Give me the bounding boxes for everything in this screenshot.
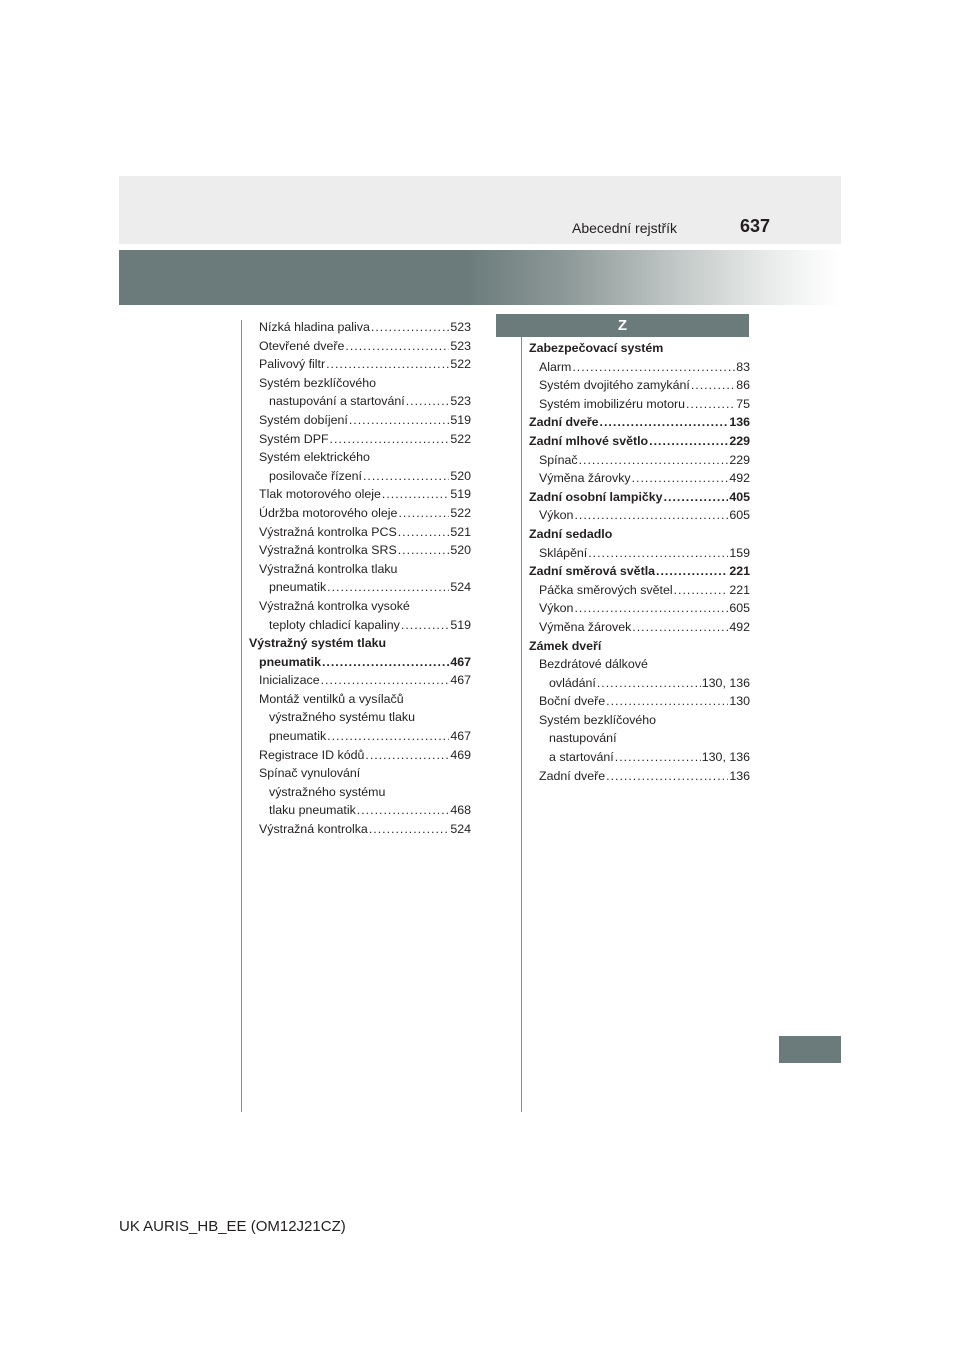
entry-term: Sklápění <box>539 545 588 560</box>
entry-page: 523 <box>450 394 471 409</box>
entry-term: pneumatik <box>259 654 321 669</box>
index-entry <box>249 801 471 820</box>
decorative-gradient-bar <box>119 250 841 305</box>
entry-term: Registrace ID kódů <box>259 747 365 762</box>
index-entry <box>529 581 750 600</box>
page-number: 637 <box>740 216 771 236</box>
entry-page: 519 <box>450 487 471 502</box>
entry-term: ovládání <box>549 675 596 690</box>
entry-term: Alarm <box>539 359 572 374</box>
entry-term: Výstražná kontrolka <box>259 822 368 837</box>
index-entry <box>249 430 471 449</box>
index-entry <box>529 469 750 488</box>
index-entry <box>249 411 471 430</box>
index-entry <box>249 337 471 356</box>
entry-term: Výkon <box>539 601 574 616</box>
entry-page: 605 <box>729 508 750 523</box>
entry-page: 605 <box>729 601 750 616</box>
index-entry-line: Výstražná kontrolka vysoké <box>259 598 410 613</box>
entry-term: Inicializace <box>259 673 320 688</box>
index-entry <box>529 413 750 432</box>
index-entry-line: Zámek dveří <box>529 638 602 653</box>
index-entry <box>249 578 471 597</box>
index-entry <box>529 692 750 711</box>
entry-term: Páčka směrových světel <box>539 582 673 597</box>
index-entry <box>529 599 750 618</box>
entry-page: 221 <box>729 564 750 579</box>
entry-term: pneumatik <box>269 729 327 744</box>
index-entry <box>249 541 471 560</box>
entry-page: 522 <box>450 357 471 372</box>
index-entry <box>249 504 471 523</box>
entry-term: Zadní osobní lampičky <box>529 489 663 504</box>
entry-page: 221 <box>729 582 750 597</box>
index-entry-line: nastupování <box>549 731 617 746</box>
index-entry <box>529 488 750 507</box>
entry-term: Boční dveře <box>539 694 606 709</box>
side-thumb-tab <box>779 1036 841 1063</box>
index-entry <box>529 767 750 786</box>
entry-term: Zadní dveře <box>539 768 606 783</box>
index-entry <box>249 523 471 542</box>
entry-term: Spínač <box>539 452 578 467</box>
index-entry-line: výstražného systému tlaku <box>269 710 415 725</box>
index-entry-line: Spínač vynulování <box>259 766 361 781</box>
entry-page: 524 <box>450 580 471 595</box>
index-entry-line: Zadní sedadlo <box>529 526 613 541</box>
entry-page: 521 <box>450 524 471 539</box>
index-entry <box>529 748 750 767</box>
entry-page: 524 <box>450 822 471 837</box>
index-entry <box>529 562 750 581</box>
index-entry <box>249 318 471 337</box>
index-entry-line: Výstražná kontrolka tlaku <box>259 561 398 576</box>
entry-term: Údržba motorového oleje <box>259 505 398 520</box>
index-entry <box>249 727 471 746</box>
column-divider-middle <box>521 320 522 1112</box>
entry-page: 492 <box>729 471 750 486</box>
entry-page: 159 <box>729 545 750 560</box>
index-entry <box>529 432 750 451</box>
entry-page: 136 <box>729 415 750 430</box>
entry-page: 467 <box>450 729 471 744</box>
index-entry <box>249 820 471 839</box>
entry-term: Otevřené dveře <box>259 338 345 353</box>
entry-term: nastupování a startování <box>269 394 405 409</box>
entry-term: a startování <box>549 750 614 765</box>
entry-page: 469 <box>450 747 471 762</box>
entry-term: teploty chladicí kapaliny <box>269 617 400 632</box>
entry-page: 522 <box>450 505 471 520</box>
index-entry <box>529 376 750 395</box>
index-entry-line: Zabezpečovací systém <box>529 341 664 355</box>
entry-term: Výkon <box>539 508 574 523</box>
index-entry <box>529 395 750 414</box>
index-entry-line: Systém bezklíčového <box>259 375 377 390</box>
index-entry <box>249 485 471 504</box>
index-entry <box>249 355 471 374</box>
entry-term: tlaku pneumatik <box>269 803 356 818</box>
entry-term: Systém DPF <box>259 431 329 446</box>
index-entry-line: Bezdrátové dálkové <box>539 657 648 672</box>
entry-page: 467 <box>450 673 471 688</box>
entry-term: Zadní dveře <box>529 415 599 430</box>
index-entry <box>529 506 750 525</box>
entry-page: 468 <box>450 803 471 818</box>
entry-page: 86 <box>736 378 750 393</box>
index-entry <box>529 674 750 693</box>
entry-term: Výstražná kontrolka PCS <box>259 524 397 539</box>
index-entry <box>249 653 471 672</box>
entry-term: Zadní směrová světla <box>529 564 656 579</box>
entry-page: 75 <box>736 396 750 411</box>
index-entry <box>529 358 750 377</box>
entry-term: Systém dobíjení <box>259 412 348 427</box>
index-entry <box>529 544 750 563</box>
index-entry-line: Montáž ventilků a vysílačů <box>259 691 404 706</box>
entry-term: Výměna žárovky <box>539 471 631 486</box>
index-entry <box>249 616 471 635</box>
footer-document-code: UK AURIS_HB_EE (OM12J21CZ) <box>119 1218 346 1235</box>
index-entry <box>529 618 750 637</box>
entry-term: Nízká hladina paliva <box>259 320 370 334</box>
entry-page: 519 <box>450 617 471 632</box>
entry-page: 130, 136 <box>701 750 750 765</box>
entry-page: 136 <box>729 768 750 783</box>
entry-page: 130, 136 <box>701 675 750 690</box>
entry-term: Systém dvojitého zamykání <box>539 378 690 393</box>
page-header-title: Abecední rejstřík <box>572 220 678 236</box>
entry-page: 467 <box>450 654 471 669</box>
entry-term: Výměna žárovek <box>539 619 632 634</box>
index-entry <box>249 392 471 411</box>
entry-page: 83 <box>736 359 750 374</box>
section-letter-heading: Z <box>496 314 749 337</box>
entry-page: 519 <box>450 412 471 427</box>
entry-page: 405 <box>729 489 750 504</box>
entry-term: Systém imobilizéru motoru <box>539 396 685 411</box>
entry-term: Výstražná kontrolka SRS <box>259 543 397 558</box>
column-divider-left <box>241 320 242 1112</box>
entry-page: 229 <box>729 433 750 448</box>
index-column-right <box>529 339 750 785</box>
index-entry-line: výstražného systému <box>269 784 386 799</box>
index-column-left <box>249 318 471 839</box>
index-entry-line: Výstražný systém tlaku <box>249 636 387 651</box>
entry-page: 130 <box>729 694 750 709</box>
entry-term: posilovače řízení <box>269 468 362 483</box>
entry-page: 523 <box>450 320 471 334</box>
index-entry <box>249 671 471 690</box>
index-entry-line: Systém elektrického <box>259 450 370 465</box>
index-entry-line: Systém bezklíčového <box>539 712 657 727</box>
entry-page: 229 <box>729 452 750 467</box>
entry-term: Palivový filtr <box>259 357 326 372</box>
header-band <box>119 176 841 244</box>
index-entry <box>249 746 471 765</box>
entry-page: 520 <box>450 543 471 558</box>
entry-term: Tlak motorového oleje <box>259 487 381 502</box>
index-entry <box>249 467 471 486</box>
entry-page: 520 <box>450 468 471 483</box>
entry-term: Zadní mlhové světlo <box>529 433 649 448</box>
entry-term: pneumatik <box>269 580 327 595</box>
entry-page: 522 <box>450 431 471 446</box>
entry-page: 492 <box>729 619 750 634</box>
entry-page: 523 <box>450 338 471 353</box>
index-entry <box>529 451 750 470</box>
